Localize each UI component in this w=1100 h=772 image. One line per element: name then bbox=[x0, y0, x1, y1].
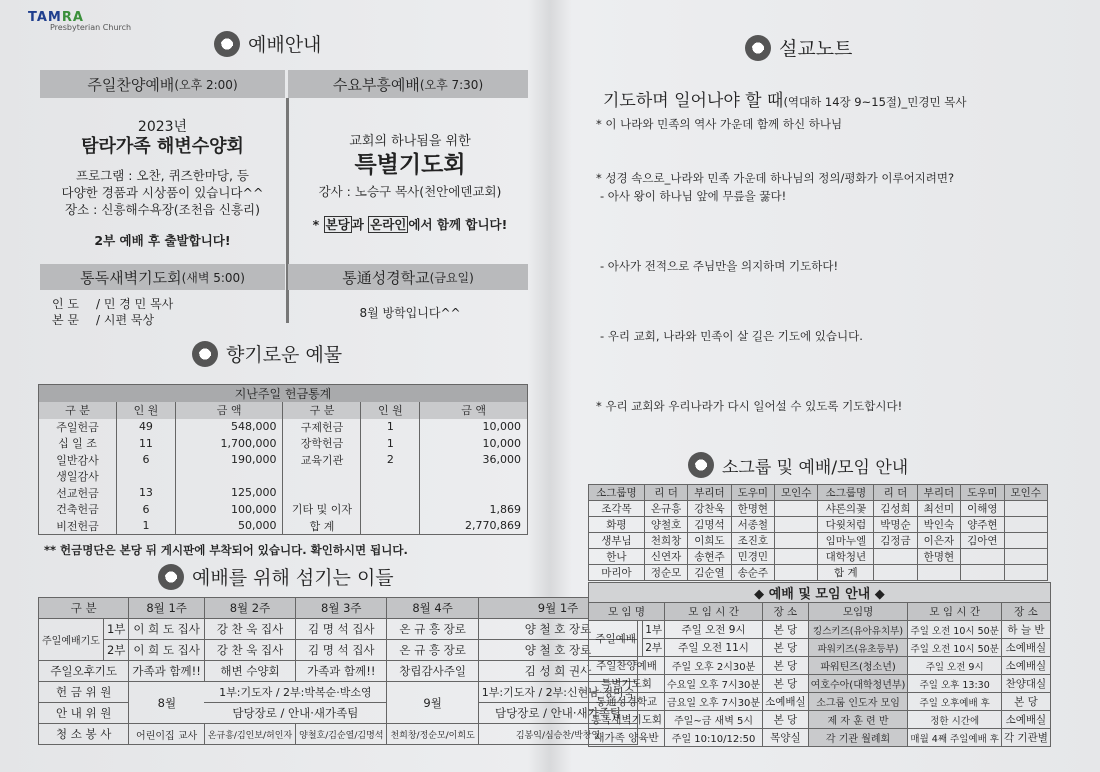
offering-row bbox=[39, 501, 528, 518]
meeting-place: 소예배실 bbox=[763, 693, 809, 711]
offering-cell: 548,000 bbox=[175, 419, 283, 436]
offering-cell bbox=[361, 485, 420, 502]
meeting-time: 금요일 오후 7시30분 bbox=[665, 693, 763, 711]
meetings-header: 모 임 시 간 bbox=[665, 603, 763, 621]
groups-cell: 샤론의꽃 bbox=[818, 501, 874, 517]
meetings-header: 모 임 명 bbox=[589, 603, 665, 621]
meetings-row bbox=[589, 675, 1051, 693]
offering-cell: 6 bbox=[117, 452, 176, 469]
groups-row bbox=[589, 517, 1048, 533]
meetings-header: 장 소 bbox=[1001, 603, 1050, 621]
groups-cell: 화평 bbox=[589, 517, 645, 533]
groups-row bbox=[589, 501, 1048, 517]
groups-cell bbox=[775, 533, 818, 549]
cleaning-cell: 어린이집 교사 bbox=[129, 724, 204, 745]
dawn-label: 통독새벽기도회 bbox=[80, 268, 182, 287]
offering-cell: 주일헌금 bbox=[39, 419, 117, 436]
offering-cell: 13 bbox=[117, 485, 176, 502]
offering-cell: 125,000 bbox=[175, 485, 283, 502]
offering-cell: 합 계 bbox=[283, 518, 361, 535]
offering-cell bbox=[361, 518, 420, 535]
aug-offering: 1부:기도자 / 2부:박복순·박소영 bbox=[204, 682, 387, 703]
groups-cell: 신연자 bbox=[644, 549, 687, 565]
meeting-name: 통독새벽기도회 bbox=[589, 711, 665, 729]
groups-cell: 김순열 bbox=[688, 565, 731, 581]
server-cell: 온 규 흥 장로 bbox=[387, 619, 478, 640]
cleaning-cell: 천희창/정순모/이희도 bbox=[387, 724, 478, 745]
offering-cell: 교육기관 bbox=[283, 452, 361, 469]
server-cell: 강 찬 욱 집사 bbox=[204, 619, 295, 640]
dawn-lead: / 민 경 민 목사 bbox=[96, 297, 174, 311]
meetings-header: 모임명 bbox=[808, 603, 908, 621]
offering-row bbox=[39, 419, 528, 436]
groups-header: 부리더 bbox=[688, 485, 731, 501]
groups-cell bbox=[1004, 565, 1048, 581]
church-logo bbox=[28, 10, 131, 32]
groups-cell: 최선미 bbox=[917, 501, 960, 517]
groups-cell: 생부님 bbox=[589, 533, 645, 549]
dove-icon bbox=[688, 452, 714, 478]
groups-cell bbox=[874, 549, 917, 565]
groups-cell: 조진호 bbox=[731, 533, 774, 549]
meeting-name: 특별기도회 bbox=[589, 675, 665, 693]
dawn-text-label: 본 문 bbox=[52, 313, 79, 327]
servers-header: 8월 3주 bbox=[296, 598, 387, 619]
meeting-place: 목양실 bbox=[763, 729, 809, 747]
offering-header: 구 분 bbox=[283, 402, 361, 419]
offering-cell: 1,869 bbox=[420, 501, 528, 518]
groups-header: 도우미 bbox=[961, 485, 1004, 501]
dove-icon bbox=[158, 564, 184, 590]
groups-header: 부리더 bbox=[917, 485, 960, 501]
offering-table bbox=[38, 384, 528, 535]
offering-header: 인 원 bbox=[361, 402, 420, 419]
groups-cell bbox=[1004, 549, 1048, 565]
friday-time: (금요일) bbox=[429, 270, 474, 285]
offering-title: 향기로운 예물 bbox=[226, 344, 343, 366]
groups-cell: 한명현 bbox=[917, 549, 960, 565]
offering-cell: 십 일 조 bbox=[39, 435, 117, 452]
friday-school-bar bbox=[288, 264, 528, 290]
meetings-title: ◆ 예배 및 모임 안내 ◆ bbox=[589, 583, 1051, 603]
prayer-note-main-hall: 본당 bbox=[325, 217, 350, 232]
offering-table-title: 지난주일 헌금통계 bbox=[39, 385, 528, 403]
offering-header: 구 분 bbox=[39, 402, 117, 419]
server-cell: 온 규 흥 장로 bbox=[387, 640, 478, 661]
sermon-point-3: * 우리 교회와 우리나라가 다시 일어설 수 있도록 기도합시다! bbox=[596, 399, 903, 413]
cleaning-label: 청 소 봉 사 bbox=[39, 724, 129, 745]
meeting-place: 본 당 bbox=[763, 711, 809, 729]
groups-row bbox=[589, 549, 1048, 565]
offering-committee-label: 헌 금 위 원 bbox=[39, 682, 129, 703]
server-cell: 양 철 호 장로 bbox=[478, 619, 638, 640]
meetings-table bbox=[588, 582, 1051, 747]
wednesday-bar bbox=[288, 70, 528, 98]
offering-cell: 49 bbox=[117, 419, 176, 436]
worship-guide-heading bbox=[214, 30, 321, 57]
meeting-time: 수요일 오후 7시30분 bbox=[665, 675, 763, 693]
offering-cell: 10,000 bbox=[420, 435, 528, 452]
prayer-note-e: 에서 함께 합니다! bbox=[408, 217, 508, 232]
meeting-time: 주일 10:10/12:50 bbox=[665, 729, 763, 747]
offering-cell: 190,000 bbox=[175, 452, 283, 469]
worship-guide-title: 예배안내 bbox=[248, 34, 322, 56]
offering-cell: 1 bbox=[361, 435, 420, 452]
offering-cell: 건축헌금 bbox=[39, 501, 117, 518]
offering-cell: 일반감사 bbox=[39, 452, 117, 469]
sunday-prayer-label: 주일예배기도 bbox=[39, 619, 104, 661]
groups-cell bbox=[775, 501, 818, 517]
meeting-place: 본 당 bbox=[1001, 693, 1050, 711]
sermon-reference: (역대하 14장 9~15절)_민경민 목사 bbox=[783, 95, 967, 109]
usher-committee-label: 안 내 위 원 bbox=[39, 703, 129, 724]
servers-header: 구 분 bbox=[39, 598, 129, 619]
groups-cell: 다윗처럼 bbox=[818, 517, 874, 533]
groups-table bbox=[588, 484, 1048, 581]
groups-cell: 이은자 bbox=[917, 533, 960, 549]
server-cell: 가족과 함께!! bbox=[296, 661, 387, 682]
retreat-program-1: 프로그램 : 오찬, 퀴즈한마당, 등 bbox=[76, 168, 249, 183]
meeting-place: 각 기관별 bbox=[1001, 729, 1050, 747]
groups-cell: 정순모 bbox=[644, 565, 687, 581]
meeting-name: 통通성경학교 bbox=[589, 693, 665, 711]
meeting-place: 소예배실 bbox=[1001, 711, 1050, 729]
groups-cell bbox=[1004, 517, 1048, 533]
offering-heading bbox=[192, 340, 342, 367]
groups-cell bbox=[961, 549, 1004, 565]
dawn-prayer-bar bbox=[40, 264, 285, 290]
server-cell: 창립감사주일 bbox=[387, 661, 478, 682]
offering-cell: 100,000 bbox=[175, 501, 283, 518]
groups-cell: 김성희 bbox=[874, 501, 917, 517]
meetings-row bbox=[589, 657, 1051, 675]
sep-usher: 담당장로 / 안내·새가족팀 bbox=[478, 703, 638, 724]
groups-cell: 온규흥 bbox=[644, 501, 687, 517]
groups-cell bbox=[1004, 533, 1048, 549]
meeting-place: 본 당 bbox=[763, 621, 809, 639]
part-label: 1부 bbox=[103, 619, 128, 640]
server-cell: 김 명 석 집사 bbox=[296, 619, 387, 640]
part-label: 2부 bbox=[103, 640, 128, 661]
wednesday-time: (오후 7:30) bbox=[419, 77, 484, 92]
meeting-place: 본 당 bbox=[763, 639, 809, 657]
groups-cell bbox=[917, 565, 960, 581]
meeting-place: 본 당 bbox=[763, 675, 809, 693]
servers-table bbox=[38, 597, 638, 745]
offering-cell: 선교헌금 bbox=[39, 485, 117, 502]
groups-cell: 대학청년 bbox=[818, 549, 874, 565]
groups-cell: 조각목 bbox=[589, 501, 645, 517]
server-cell: 이 희 도 집사 bbox=[129, 619, 204, 640]
groups-header: 리 더 bbox=[874, 485, 917, 501]
offering-cell: 기타 및 이자 bbox=[283, 501, 361, 518]
retreat-depart: 2부 예배 후 출발합니다! bbox=[94, 233, 231, 248]
sermon-point-2a: - 아사 왕이 하나님 앞에 무릎을 꿇다! bbox=[600, 189, 787, 203]
meeting-name: 각 기관 월례회 bbox=[808, 729, 908, 747]
meetings-row bbox=[589, 711, 1051, 729]
groups-cell: 천희창 bbox=[644, 533, 687, 549]
afternoon-prayer-label: 주일오후기도 bbox=[39, 661, 129, 682]
offering-cell: 1 bbox=[117, 518, 176, 535]
groups-cell: 이희도 bbox=[688, 533, 731, 549]
sunday-praise-bar bbox=[40, 70, 285, 98]
offering-cell: 1 bbox=[361, 419, 420, 436]
prayer-note bbox=[290, 215, 530, 233]
sep-offering: 1부:기도자 / 2부:신현남·정미숙 bbox=[478, 682, 638, 703]
offering-cell: 구제헌금 bbox=[283, 419, 361, 436]
groups-cell: 합 계 bbox=[818, 565, 874, 581]
server-cell: 이 희 도 집사 bbox=[129, 640, 204, 661]
groups-cell: 이해영 bbox=[961, 501, 1004, 517]
groups-cell: 한명현 bbox=[731, 501, 774, 517]
offering-cell bbox=[283, 468, 361, 485]
groups-cell: 한나 bbox=[589, 549, 645, 565]
servers-header: 8월 4주 bbox=[387, 598, 478, 619]
meeting-time: 매월 4째 주일예배 후 bbox=[908, 729, 1002, 747]
groups-cell: 민경민 bbox=[731, 549, 774, 565]
meeting-place: 찬양대실 bbox=[1001, 675, 1050, 693]
retreat-year: 2023년 bbox=[137, 119, 188, 135]
friday-note: 8월 방학입니다^^ bbox=[359, 306, 461, 320]
groups-cell: 김아연 bbox=[961, 533, 1004, 549]
servers-header: 8월 2주 bbox=[204, 598, 295, 619]
offering-header: 인 원 bbox=[117, 402, 176, 419]
friday-label: 통通성경학교 bbox=[342, 268, 430, 287]
retreat-name: 탐라가족 해변수양회 bbox=[81, 136, 244, 157]
cleaning-cell: 양철호/김순열/김명석 bbox=[296, 724, 387, 745]
dove-icon bbox=[192, 341, 218, 367]
offering-row bbox=[39, 435, 528, 452]
groups-header: 도우미 bbox=[731, 485, 774, 501]
groups-cell bbox=[775, 549, 818, 565]
dove-icon bbox=[214, 31, 240, 57]
sermon-point-1: * 이 나라와 민족의 역사 가운데 함께 하신 하나님 bbox=[596, 117, 843, 131]
offering-cell bbox=[117, 468, 176, 485]
groups-cell: 양철호 bbox=[644, 517, 687, 533]
groups-header: 소그룹명 bbox=[818, 485, 874, 501]
meeting-name: 주일찬양예배 bbox=[589, 657, 665, 675]
meeting-name: 파워키즈(유초등부) bbox=[808, 639, 908, 657]
dawn-lead-label: 인 도 bbox=[52, 297, 79, 311]
groups-cell bbox=[775, 517, 818, 533]
meeting-time: 주일 오전 9시 bbox=[908, 657, 1002, 675]
groups-cell bbox=[961, 565, 1004, 581]
meeting-time: 주일 오후예배 후 bbox=[908, 693, 1002, 711]
groups-cell: 강찬욱 bbox=[688, 501, 731, 517]
server-cell: 김 성 희 권사 bbox=[478, 661, 638, 682]
prayer-speaker: 강사 : 노승구 목사(천안에덴교회) bbox=[318, 184, 502, 199]
sunday-praise-label: 주일찬양예배 bbox=[87, 75, 175, 94]
groups-cell: 송순주 bbox=[731, 565, 774, 581]
cleaning-cell: 김봉익/심승찬/박창영 bbox=[478, 724, 638, 745]
sermon-heading-text: 기도하며 일어나야 할 때 bbox=[603, 91, 784, 111]
offering-cell: 1,700,000 bbox=[175, 435, 283, 452]
groups-cell: 김명석 bbox=[688, 517, 731, 533]
groups-heading bbox=[688, 452, 908, 478]
meeting-time: 정한 시간에 bbox=[908, 711, 1002, 729]
groups-row bbox=[589, 565, 1048, 581]
meeting-place: 소예배실 bbox=[1001, 639, 1050, 657]
sermon-point-2: * 성경 속으로_나라와 민족 가운데 하나님의 정의/평화가 이루어지려면? bbox=[596, 171, 955, 185]
meeting-name: 제 자 훈 련 반 bbox=[808, 711, 908, 729]
meeting-place: 소예배실 bbox=[1001, 657, 1050, 675]
offering-cell bbox=[283, 485, 361, 502]
meeting-name: 파워틴즈(청소년) bbox=[808, 657, 908, 675]
servers-header: 9월 1주 bbox=[478, 598, 638, 619]
meeting-time: 주일 오전 11시 bbox=[665, 639, 763, 657]
sermon-point-2c: - 우리 교회, 나라와 민족이 살 길은 기도에 있습니다. bbox=[600, 329, 863, 343]
offering-cell: 50,000 bbox=[175, 518, 283, 535]
part-label: 1부 bbox=[643, 621, 665, 639]
offering-cell: 비전헌금 bbox=[39, 518, 117, 535]
groups-title: 소그룹 및 예배/모임 안내 bbox=[722, 457, 909, 478]
groups-cell: 김정금 bbox=[874, 533, 917, 549]
offering-row bbox=[39, 468, 528, 485]
groups-header: 리 더 bbox=[644, 485, 687, 501]
server-cell: 가족과 함께!! bbox=[129, 661, 204, 682]
prayer-note-c: 과 bbox=[351, 217, 369, 232]
groups-header: 모인수 bbox=[1004, 485, 1048, 501]
sunday-praise-time: (오후 2:00) bbox=[174, 77, 238, 92]
offering-cell bbox=[361, 501, 420, 518]
servers-heading bbox=[158, 563, 394, 590]
meeting-time: 주일 오후 13:30 bbox=[908, 675, 1002, 693]
sep-label: 9월 bbox=[387, 682, 478, 724]
aug-label: 8월 bbox=[129, 682, 204, 724]
logo-subtitle: Presbyterian Church bbox=[50, 23, 132, 32]
retreat-place: 장소 : 신흥해수욕장(조천읍 신흥리) bbox=[65, 202, 260, 217]
offering-cell: 6 bbox=[117, 501, 176, 518]
offering-cell: 장학헌금 bbox=[283, 435, 361, 452]
groups-cell bbox=[775, 565, 818, 581]
meetings-header: 장 소 bbox=[763, 603, 809, 621]
offering-cell bbox=[361, 468, 420, 485]
prayer-subtitle: 교회의 하나됨을 위한 bbox=[349, 134, 471, 149]
cleaning-cell: 온규흥/김인보/허인자 bbox=[204, 724, 295, 745]
servers-title: 예배를 위해 섬기는 이들 bbox=[192, 567, 394, 589]
meeting-name: 소그룹 인도자 모임 bbox=[808, 693, 908, 711]
groups-cell: 임마누엘 bbox=[818, 533, 874, 549]
offering-cell: 36,000 bbox=[420, 452, 528, 469]
offering-cell: 10,000 bbox=[420, 419, 528, 436]
part-label: 2부 bbox=[643, 639, 665, 657]
sermon-title: 설교노트 bbox=[779, 38, 853, 60]
sermon-point-2b: - 아사가 전적으로 주님만을 의지하며 기도하다! bbox=[600, 259, 839, 273]
groups-cell: 서종철 bbox=[731, 517, 774, 533]
groups-cell: 양주현 bbox=[961, 517, 1004, 533]
aug-usher: 담당장로 / 안내·새가족팀 bbox=[204, 703, 387, 724]
offering-row bbox=[39, 452, 528, 469]
sermon-heading bbox=[745, 34, 852, 61]
groups-row bbox=[589, 533, 1048, 549]
offering-cell: 2,770,869 bbox=[420, 518, 528, 535]
offering-header: 금 액 bbox=[420, 402, 528, 419]
sunday-service-label: 주일예배 bbox=[589, 621, 643, 657]
meeting-time: 주일 오전 10시 50분 bbox=[908, 621, 1002, 639]
groups-cell: 박명순 bbox=[874, 517, 917, 533]
meeting-place: 본 당 bbox=[763, 657, 809, 675]
meeting-time: 주일 오전 9시 bbox=[665, 621, 763, 639]
groups-cell bbox=[1004, 501, 1048, 517]
meeting-name: 킹스키즈(유아유치부) bbox=[808, 621, 908, 639]
servers-header: 8월 1주 bbox=[129, 598, 204, 619]
offering-cell bbox=[420, 468, 528, 485]
meeting-name: 새가족 양육반 bbox=[589, 729, 665, 747]
dove-icon bbox=[745, 35, 771, 61]
groups-header: 소그룹명 bbox=[589, 485, 645, 501]
offering-cell bbox=[420, 485, 528, 502]
meeting-time: 주일 오후 2시30분 bbox=[665, 657, 763, 675]
retreat-program-2: 다양한 경품과 시상품이 있습니다^^ bbox=[61, 185, 264, 200]
server-cell: 강 찬 욱 집사 bbox=[204, 640, 295, 661]
meetings-row bbox=[589, 729, 1051, 747]
offering-row bbox=[39, 518, 528, 535]
wednesday-label: 수요부흥예배 bbox=[332, 75, 420, 94]
offering-row bbox=[39, 485, 528, 502]
groups-header: 모인수 bbox=[775, 485, 818, 501]
offering-note: ** 헌금명단은 본당 뒤 게시판에 부착되어 있습니다. 확인하시면 됩니다. bbox=[44, 543, 408, 557]
meeting-place: 하 늘 반 bbox=[1001, 621, 1050, 639]
server-cell: 해변 수양회 bbox=[204, 661, 295, 682]
groups-cell bbox=[874, 565, 917, 581]
offering-cell bbox=[175, 468, 283, 485]
meetings-header: 모 임 시 간 bbox=[908, 603, 1002, 621]
meeting-name: 여호수아(대학청년부) bbox=[808, 675, 908, 693]
offering-cell: 생일감사 bbox=[39, 468, 117, 485]
server-cell: 김 명 석 집사 bbox=[296, 640, 387, 661]
dawn-time: (새벽 5:00) bbox=[181, 270, 245, 285]
meetings-row bbox=[589, 693, 1051, 711]
logo-text-a: TAM bbox=[28, 10, 62, 25]
meeting-time: 주일~금 새벽 5시 bbox=[665, 711, 763, 729]
logo-text-b: RA bbox=[61, 10, 84, 25]
offering-cell: 2 bbox=[361, 452, 420, 469]
offering-header: 금 액 bbox=[175, 402, 283, 419]
prayer-note-online: 온라인 bbox=[370, 217, 407, 232]
sermon-main-heading bbox=[603, 86, 966, 111]
dawn-text: / 시편 묵상 bbox=[96, 313, 155, 327]
offering-cell: 11 bbox=[117, 435, 176, 452]
groups-cell: 마리아 bbox=[589, 565, 645, 581]
groups-cell: 박인숙 bbox=[917, 517, 960, 533]
prayer-note-a: * bbox=[312, 217, 324, 232]
meeting-time: 주일 오전 10시 50분 bbox=[908, 639, 1002, 657]
prayer-title: 특별기도회 bbox=[354, 152, 466, 178]
server-cell: 양 철 호 장로 bbox=[478, 640, 638, 661]
groups-cell: 송현주 bbox=[688, 549, 731, 565]
